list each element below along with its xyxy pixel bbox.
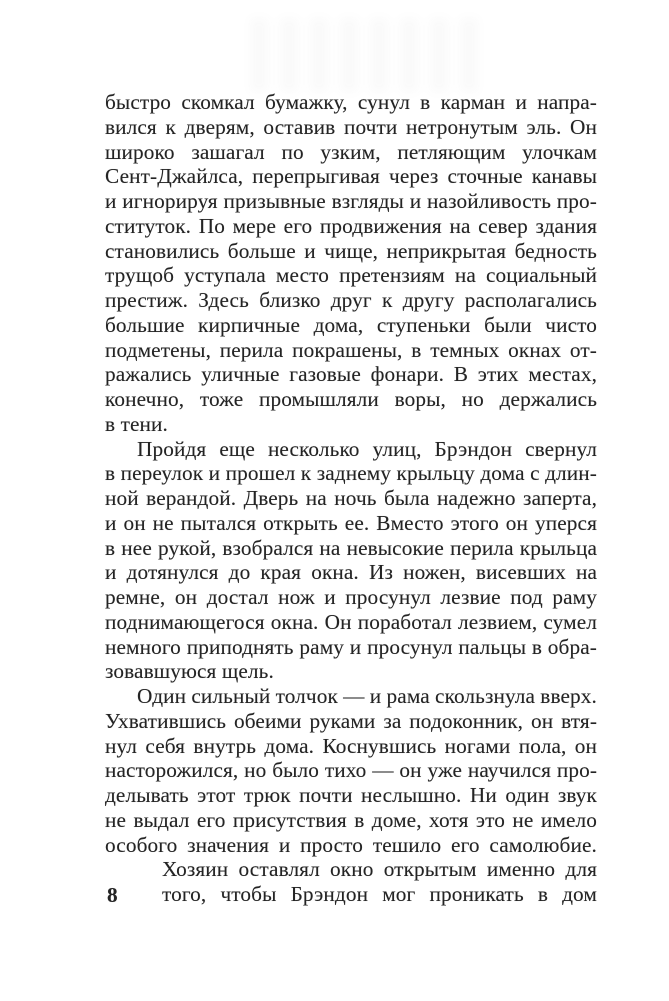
text-line: ной верандой. Дверь на ночь была надежно заперта,	[105, 486, 598, 510]
text-line: становились больше и чище, неприкрытая бедность	[105, 238, 597, 263]
text-line: в переулок и прошел к заднему крыльцу дома с длин-	[105, 461, 597, 486]
text-line: зовавшуюся щель.	[105, 659, 274, 684]
text-line: быстро скомкал бумажку, сунул в карман и напра-	[105, 90, 597, 114]
text-block	[105, 90, 597, 907]
text-line: ремне, он достал нож и просунул лезвие под раму	[105, 585, 597, 609]
text-line: в нее рукой, взобрался на невысокие перила крыльца	[105, 535, 598, 560]
text-line: вился к дверям, оставив почти нетронутым эль. Он	[105, 114, 598, 139]
text-line: Сент-Джайлса, перепрыгивая через сточные канавы	[105, 164, 598, 189]
text-line: не выдал его присутствия в доме, хотя это не имело	[105, 807, 597, 832]
text-line: Ухватившись обеими руками за подоконник, он втя-	[105, 708, 598, 733]
text-line: конечно, тоже промышляли воры, но держались	[105, 387, 598, 411]
text-line: Хозяин оставлял окно открытым именно для	[162, 857, 597, 882]
text-line: и дотянулся до края окна. Из ножен, висевших на	[105, 560, 598, 585]
text-line: насторожился, но было тихо — он уже научился про-	[105, 758, 598, 783]
text-line: того, чтобы Брэндон мог проникать в дом	[162, 882, 597, 906]
text-line: нул себя внутрь дома. Коснувшись ногами пола, он	[105, 733, 598, 758]
text-line: подметены, перила покрашены, в темных окнах от-	[105, 337, 597, 362]
text-line: престиж. Здесь близко друг к другу располагались	[105, 288, 597, 312]
text-line: и он не пытался открыть ее. Вместо этого он уперся	[105, 510, 597, 535]
text-line: особого значения и просто тешило его самолюбие.	[105, 832, 597, 857]
text-line: Пройдя еще несколько улиц, Брэндон свернул	[137, 436, 598, 461]
text-line: и игнорируя призывные взгляды и назойливость про-	[105, 189, 597, 213]
text-line: делывать этот трюк почти неслышно. Ни один звук	[105, 783, 597, 807]
text-line: Один сильный толчок — и рама скользнула вверх.	[137, 684, 597, 708]
text-line: немного приподнять раму и просунул пальцы в обра-	[105, 634, 597, 659]
text-line: широко зашагал по узким, петляющим улочкам	[105, 139, 597, 164]
text-line: ституток. По мере его продвижения на север здания	[105, 213, 597, 238]
text-line: большие кирпичные дома, ступеньки были чисто	[105, 312, 597, 337]
text-line: ражались уличные газовые фонари. В этих местах,	[105, 362, 598, 387]
page-bleed-artifact	[250, 18, 485, 92]
text-line: поднимающегося окна. Он поработал лезвием, сумел	[105, 609, 597, 634]
text-line: в тени.	[105, 411, 168, 436]
text-line: трущоб уступала место претензиям на социальный	[105, 263, 597, 288]
page-number: 8	[107, 883, 118, 907]
